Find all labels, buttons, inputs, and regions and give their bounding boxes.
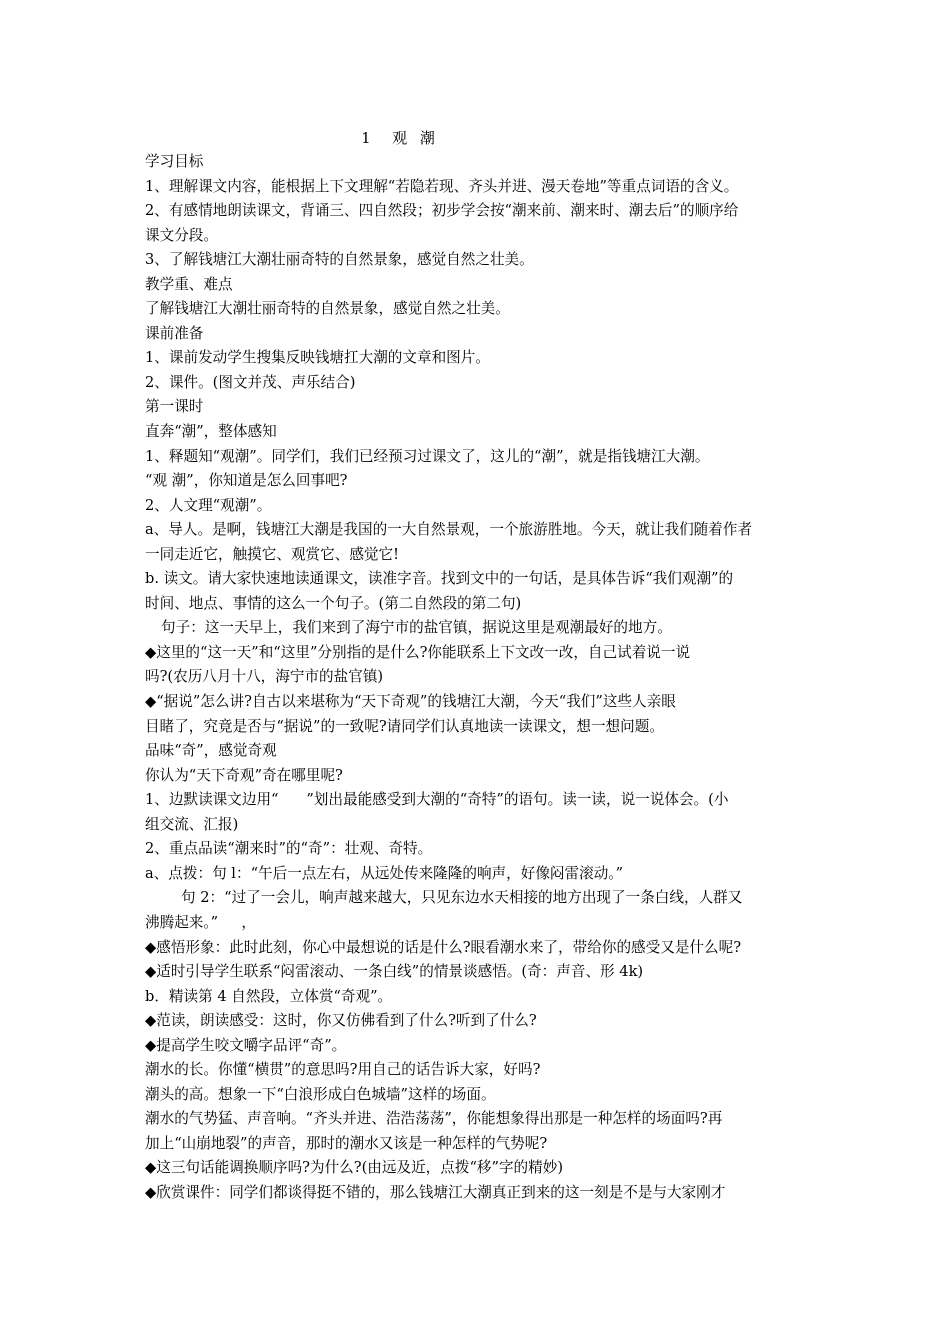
bullet-line: ◆提高学生咬文嚼字品评“奇”。 xyxy=(145,1036,347,1054)
paragraph-line: 2、重点品读“潮来时”的“奇”：壮观、奇特。 xyxy=(145,840,433,858)
section-heading: 品味“奇”，感觉奇观 xyxy=(145,742,277,760)
bullet-line: ◆这三句话能调换顺序吗?为什么?(由远及近，点拨“移”字的精妙) xyxy=(145,1159,564,1177)
paragraph-line: 课文分段。 xyxy=(145,226,218,244)
paragraph-line: 了解钱塘江大潮壮丽奇特的自然景象，感觉自然之壮美。 xyxy=(145,300,510,318)
section-heading: 第一课时 xyxy=(145,398,204,416)
document-title: 1 观 潮 xyxy=(361,129,439,147)
paragraph-line: 潮水的气势猛、声音响。“齐头并进、浩浩荡荡”，你能想象得出那是一种怎样的场面吗?再 xyxy=(145,1110,723,1128)
paragraph-line: 1、释题知“观潮”。同学们，我们已经预习过课文了，这儿的“潮”，就是指钱塘江大潮。 xyxy=(145,447,710,465)
paragraph-line: 1、边默读课文边用“ ”划出最能感受到大潮的“奇特”的语句。读一读，说一说体会。(小 xyxy=(145,791,729,809)
bullet-line: ◆范读，朗读感受：这时，你又仿佛看到了什么?听到了什么? xyxy=(145,1012,537,1030)
paragraph-line: 2、有感情地朗读课文，背诵三、四自然段；初步学会按“潮来前、潮来时、潮去后”的顺序给 xyxy=(145,202,739,220)
bullet-line: ◆“据说”怎么讲?自古以来堪称为“天下奇观”的钱塘江大潮，今天“我们”这些人亲眼 xyxy=(145,693,676,711)
paragraph-line: a、点拨：句 l：“午后一点左右，从远处传来隆隆的响声，好像闷雷滚动。” xyxy=(145,864,624,882)
paragraph-line: 吗?(农历八月十八，海宁市的盐官镇) xyxy=(145,668,384,686)
paragraph-line: b. 读文。请大家快速地读通课文，读准字音。找到文中的一句话，是具体告诉“我们观潮”的 xyxy=(145,570,734,588)
paragraph-line: 句子：这一天早上，我们来到了海宁市的盐官镇，据说这里是观潮最好的地方。 xyxy=(161,619,672,637)
paragraph-line: 加上“山崩地裂”的声音，那时的潮水又该是一种怎样的气势呢? xyxy=(145,1134,548,1152)
bullet-line: ◆适时引导学生联系“闷雷滚动、一条白线”的情景谈感悟。(奇：声音、形 4k) xyxy=(145,963,644,981)
paragraph-line: 1、理解课文内容，能根据上下文理解“若隐若现、齐头并进、漫天卷地”等重点词语的含义。 xyxy=(145,177,739,195)
bullet-line: ◆这里的“这一天”和“这里”分别指的是什么?你能联系上下文改一改，自己试着说一说 xyxy=(145,643,691,661)
paragraph-line: 3、了解钱塘江大潮壮丽奇特的自然景象，感觉自然之壮美。 xyxy=(145,251,534,269)
section-heading: 教学重、难点 xyxy=(145,275,233,293)
document-body xyxy=(145,150,825,1206)
paragraph-line: 潮头的高。想象一下“白浪形成白色城墙”这样的场面。 xyxy=(145,1085,496,1103)
paragraph-line: b．精读第 4 自然段，立体赏“奇观”。 xyxy=(145,987,393,1005)
paragraph-line: 一同走近它，触摸它、观赏它、感觉它! xyxy=(145,545,399,563)
paragraph-line: 时间、地点、事情的这么一个句子。(第二自然段的第二句) xyxy=(145,594,522,612)
paragraph-line: 2、人文理“观潮”。 xyxy=(145,496,272,514)
section-heading: 课前准备 xyxy=(145,324,204,342)
bullet-line: ◆欣赏课件：同学们都谈得挺不错的，那么钱塘江大潮真正到来的这一刻是不是与大家刚才 xyxy=(145,1183,726,1201)
paragraph-line: 句 2：“过了一会儿，响声越来越大，只见东边水天相接的地方出现了一条白线，人群又 xyxy=(181,889,743,907)
paragraph-line: 你认为“天下奇观”奇在哪里呢? xyxy=(145,766,343,784)
paragraph-line: a、导人。是啊，钱塘江大潮是我国的一大自然景观，一个旅游胜地。今天，就让我们随着作者 xyxy=(145,521,753,539)
paragraph-line: 潮水的长。你懂“横贯”的意思吗?用自己的话告诉大家，好吗? xyxy=(145,1061,541,1079)
section-heading: 学习目标 xyxy=(145,153,204,170)
paragraph-line: 沸腾起来。” ， xyxy=(145,913,256,931)
bullet-line: ◆感悟形象：此时此刻，你心中最想说的话是什么?眼看潮水来了，带给你的感受又是什么呢? xyxy=(145,938,742,956)
section-heading: 直奔“潮”，整体感知 xyxy=(145,423,277,441)
paragraph-line: 组交流、汇报) xyxy=(145,815,239,833)
paragraph-line: 2、课件。(图文并茂、声乐结合) xyxy=(145,373,356,391)
paragraph-line: “观 潮”，你知道是怎么回事吧? xyxy=(145,472,348,490)
paragraph-line: 目睹了，究竟是否与“据说”的一致呢?请同学们认真地读一读课文，想一想问题。 xyxy=(145,717,664,735)
paragraph-line: 1、课前发动学生搜集反映钱塘扛大潮的文章和图片。 xyxy=(145,349,490,367)
